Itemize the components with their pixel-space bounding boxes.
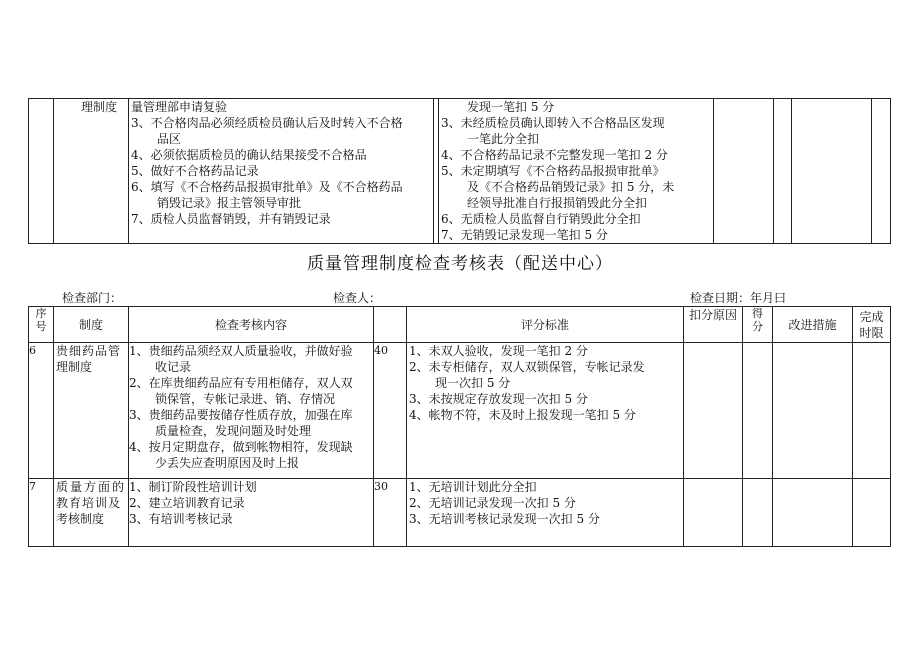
row-standard: 1、无培训计划此分全扣 2、无培训记录发现一次扣 5 分 3、无培训考核记录发现一次扣 5 分: [407, 479, 684, 547]
row-score: [743, 343, 773, 479]
row-score: [743, 479, 773, 547]
content-line: 3、不合格肉品必须经质检员确认后及时转入不合格: [131, 116, 403, 130]
header-content: 检查考核内容: [129, 307, 374, 343]
header-complete-time: 完成时限: [853, 307, 891, 343]
score-cell: [774, 99, 792, 244]
content-line: 5、做好不合格药品记录: [131, 164, 259, 178]
seq-cell: [29, 99, 54, 244]
inspector-label: 检查人：: [333, 291, 382, 305]
row-complete: [853, 343, 891, 479]
dept-label: 检查部门：: [62, 291, 123, 305]
header-system: 制度: [54, 307, 129, 343]
row-points: 40: [374, 343, 407, 479]
header-standard: 评分标准: [407, 307, 684, 343]
standard-line: 4、不合格药品记录不完整发现一笔扣 2 分: [441, 148, 668, 162]
content-line: 6、填写《不合格药品报损审批单》及《不合格药品: [131, 180, 403, 194]
row-improve: [773, 343, 853, 479]
header-improve: 改进措施: [773, 307, 853, 343]
content-line: 量管理部申请复验: [131, 100, 228, 114]
page-title: 质量管理制度检查考核表（配送中心）: [307, 254, 613, 274]
table-row: [29, 479, 891, 547]
continuation-table: [28, 98, 891, 244]
row-seq: 7: [29, 479, 54, 547]
standard-cell: [439, 99, 714, 244]
header-seq: 序号: [29, 307, 54, 343]
date-label: 检查日期：年月曰: [690, 291, 787, 305]
row-improve: [773, 479, 853, 547]
row-content: 1、贵细药品须经双人质量验收，并做好验 收记录 2、在库贵细药品应有专用柜储存，双人双 锁保管，专帐记录进、销、存情况 3、贵细药品要按储存性质存放，加强在库 质量检查，发现问题及时处理 4、按月定期盘存，做到帐物相符，发现缺 少丢失应查明原因及时上报: [129, 343, 374, 479]
row-seq: 6: [29, 343, 54, 479]
row-system: 质量方面的 教育培训及 考核制度: [54, 479, 129, 547]
standard-line: 及《不合格药品销毁记录》扣 5 分，未: [467, 180, 675, 194]
content-line: 7、质检人员监督销毁，并有销毁记录: [131, 212, 331, 226]
standard-line: 6、无质检人员监督自行销毁此分全扣: [441, 212, 641, 226]
row-standard: 1、未双人验收，发现一笔扣 2 分 2、未专柜储存，双人双锁保管，专帐记录发 现一次扣 5 分 3、未按规定存放发现一次扣 5 分 4、帐物不符，未及时上报发现一笔扣 5 分: [407, 343, 684, 479]
content-line: 品区: [157, 132, 182, 146]
row-deduct: [684, 479, 743, 547]
system-cell: [54, 99, 129, 244]
improve-cell: [792, 99, 872, 244]
system-label: 理制度: [81, 100, 118, 114]
row-content: 1、制订阶段性培训计划 2、建立培训教育记录 3、有培训考核记录: [129, 479, 374, 547]
deduct-cell: [714, 99, 774, 244]
header-score: 得分: [743, 307, 773, 343]
standard-line: 经领导批准自行报损销毁此分全扣: [467, 196, 648, 210]
standard-line: 7、无销毁记录发现一笔扣 5 分: [441, 228, 608, 242]
row-deduct: [684, 343, 743, 479]
inspection-table: [28, 306, 891, 547]
standard-line: 一笔此分全扣: [467, 132, 540, 146]
content-line: 销毁记录》报主管领导审批: [157, 196, 302, 210]
standard-line: 5、未定期填写《不合格药品报损审批单》: [441, 164, 665, 178]
header-deduct-reason: 扣分原因: [684, 307, 743, 343]
standard-line: 3、未经质检员确认即转入不合格品区发现: [441, 116, 665, 130]
content-line: 4、必须依据质检员的确认结果接受不合格品: [131, 148, 367, 162]
row-complete: [853, 479, 891, 547]
complete-cell: [872, 99, 891, 244]
row-points: 30: [374, 479, 407, 547]
header-points: [374, 307, 407, 343]
standard-line: 发现一笔扣 5 分: [467, 100, 555, 114]
content-cell: [129, 99, 434, 244]
row-system: 贵细药品管 理制度: [54, 343, 129, 479]
table-row: [29, 343, 891, 479]
